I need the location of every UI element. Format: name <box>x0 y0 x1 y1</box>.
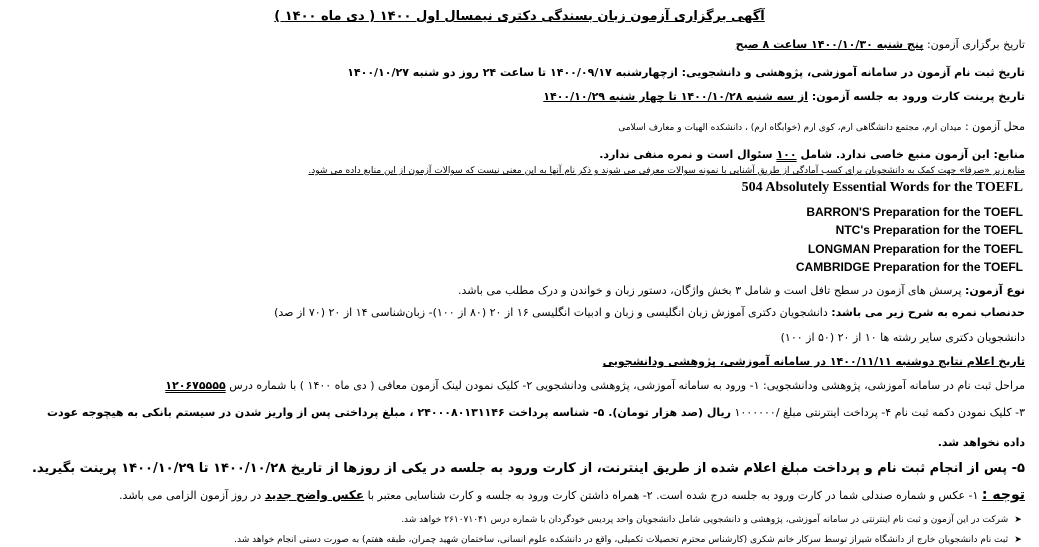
steps-line-3: داده نخواهد شد. <box>937 436 1025 449</box>
card-print-value: از سه شنبه ۱۴۰۰/۱۰/۲۸ تا چهار شنبه ۱۴۰۰/۱۰/۲۹ <box>543 90 809 103</box>
page-title <box>0 10 1039 24</box>
check-icon: ➤ <box>1014 535 1022 545</box>
book-item: BARRON'S Preparation for the TOEFL <box>806 205 1023 219</box>
notes-line <box>10 488 1025 503</box>
exam-type-label: نوع آزمون: <box>965 284 1025 297</box>
payment-id-text: ریال (صد هزار تومان). ۵- شناسه پرداخت ۲۴۰۰۰۸۰۱۳۱۱۴۶ ، مبلغ پرداختی پس از واریز شدن در سیستم بانکی به هیچوجه عودت <box>46 406 731 419</box>
exam-date-value: پنج شنبه ۱۴۰۰/۱۰/۳۰ ساعت ۸ صبح <box>735 38 924 51</box>
registration-date-label: تاریخ ثبت نام آزمون در سامانه آموزشی، پژوهشی و دانشجویی: <box>681 66 1025 79</box>
photo-requirement: عکس واضح جدید <box>264 488 365 502</box>
registration-date-value: ازچهارشنبه ۱۴۰۰/۰۹/۱۷ تا ساعت ۲۴ روز دو شنبه ۱۴۰۰/۱۰/۲۷ <box>347 66 678 79</box>
check-icon: ➤ <box>1014 515 1022 525</box>
note-bullet <box>10 533 1025 547</box>
sources-note: منابع زیر «صرفا» جهت کمک به دانشجویان برای کسب آمادگی از طریق آشنایی با نمونه سوالات معرفی می شوند و ذکر نام آنها به این معنی نیست که سوالات آزمون از این منابع داده می شود. <box>308 166 1025 176</box>
notes-text-b: در روز آزمون الزامی می باشد. <box>119 489 262 502</box>
venue-value: میدان ارم، مجتمع دانشگاهی ارم، کوی ارم (خوابگاه ارم) ، دانشکده الهیات و معارف اسلامی <box>618 123 962 133</box>
results-text: تاریخ اعلام نتایج دوشنبه ۱۴۰۰/۱۱/۱۱ در سامانه آموزشی، پژوهشی ودانشجویی <box>602 355 1025 368</box>
card-print-label: تاریخ پرینت کارت ورود به جلسه آزمون: <box>811 90 1025 103</box>
exam-type-line <box>10 284 1025 298</box>
sources-question-count: ۱۰۰ <box>776 148 797 161</box>
sources-text-b: سئوال است و نمره منفی ندارد. <box>599 148 773 161</box>
results-line <box>10 355 1025 369</box>
course-number: ۱۲۰۶۷۵۵۵۵ <box>165 379 226 392</box>
card-print-line <box>10 90 1025 104</box>
venue-line <box>10 120 1025 135</box>
pass-score-line1: دانشجویان دکتری آموزش زبان انگلیسی و زبان و ادبیات انگلیسی ۱۶ از ۲۰ (۸۰ از ۱۰۰)- زبان‌شناسی ۱۴ از ۲۰ (۷۰ از صد) <box>274 306 828 319</box>
pass-score-label: حدنصاب نمره به شرح زیر می باشد: <box>831 306 1025 319</box>
book-item: NTC's Preparation for the TOEFL <box>835 223 1023 237</box>
steps-line-4: ۵- پس از انجام ثبت نام و پرداخت مبلغ اعلام شده از طریق اینترنت، از کارت ورود به جلسه در یکی از روزها از تاریخ ۱۴۰۰/۱۰/۲۸ تا ۱۴۰۰/۱۰/۲۹ پرینت بگیرید. <box>31 461 1025 476</box>
pass-score-other-line: دانشجویان دکتری سایر رشته ها ۱۰ از ۲۰ (۵۰ از ۱۰۰) <box>780 331 1025 344</box>
note-bullet <box>10 513 1025 527</box>
pass-score-line <box>10 306 1025 320</box>
steps-text-a: مراحل ثبت نام در سامانه آموزشی، پژوهشی ودانشجویی: ۱- ورود به سامانه آموزشی، پژوهشی ودانشجویی ۲- کلیک نمودن لینک آزمون معافی ( دی ماه ۱۴۰۰ ) با شماره درس <box>229 379 1025 392</box>
registration-date-line <box>10 66 1025 80</box>
notes-text-a: ۱- عکس و شماره صندلی شما در کارت ورود به جلسه درج شده است. ۲- همراه داشتن کارت ورود به جلسه و کارت شناسایی معتبر با <box>367 489 979 502</box>
note-bullet-text: ثبت نام دانشجویان خارج از دانشگاه شیراز توسط سرکار خانم شکری (کارشناس محترم تحصیلات تکمیلی، واقع در دانشکده علوم انسانی، ساختمان شهید چمران، طبقه هفتم) به صورت دستی انجام خواهد شد. <box>234 535 1009 545</box>
book-item: CAMBRIDGE Preparation for the TOEFL <box>795 260 1023 274</box>
notes-label: توجه : <box>981 487 1025 503</box>
steps-line-1 <box>10 379 1025 393</box>
note-bullet-text: شرکت در این آزمون و ثبت نام اینترنتی در سامانه آموزشی، پژوهشی و دانشجویی شامل دانشجویان واحد پردیس خودگردان با شماره درس ۲۶۱۰۷۱۰۴۱ خواهد شد. <box>401 515 1009 525</box>
book-item: 504 Absolutely Essential Words for the TOEFL <box>741 180 1023 195</box>
exam-date-line <box>10 38 1025 52</box>
steps-text-b: ۳- کلیک نمودن دکمه ثبت نام ۴- پرداخت اینترنتی مبلغ /۱۰۰۰۰۰۰ <box>734 406 1025 419</box>
steps-line-2 <box>10 406 1025 420</box>
venue-label: محل آزمون : <box>964 120 1025 133</box>
book-item: LONGMAN Preparation for the TOEFL <box>807 242 1023 256</box>
page-title-text: آگهی برگزاری آزمون زبان بسندگی دکتری نیمسال اول ۱۴۰۰ ( دی ماه ۱۴۰۰ ) <box>274 9 765 24</box>
exam-date-label: تاریخ برگزاری آزمون: <box>926 38 1025 51</box>
sources-line <box>10 148 1025 162</box>
sources-text-a: منابع: این آزمون منبع خاصی ندارد. شامل <box>800 148 1025 161</box>
exam-type-text: پرسش های آزمون در سطح تافل است و شامل ۳ بخش واژگان، دستور زبان و خواندن و درک مطلب می باشد. <box>458 284 962 297</box>
